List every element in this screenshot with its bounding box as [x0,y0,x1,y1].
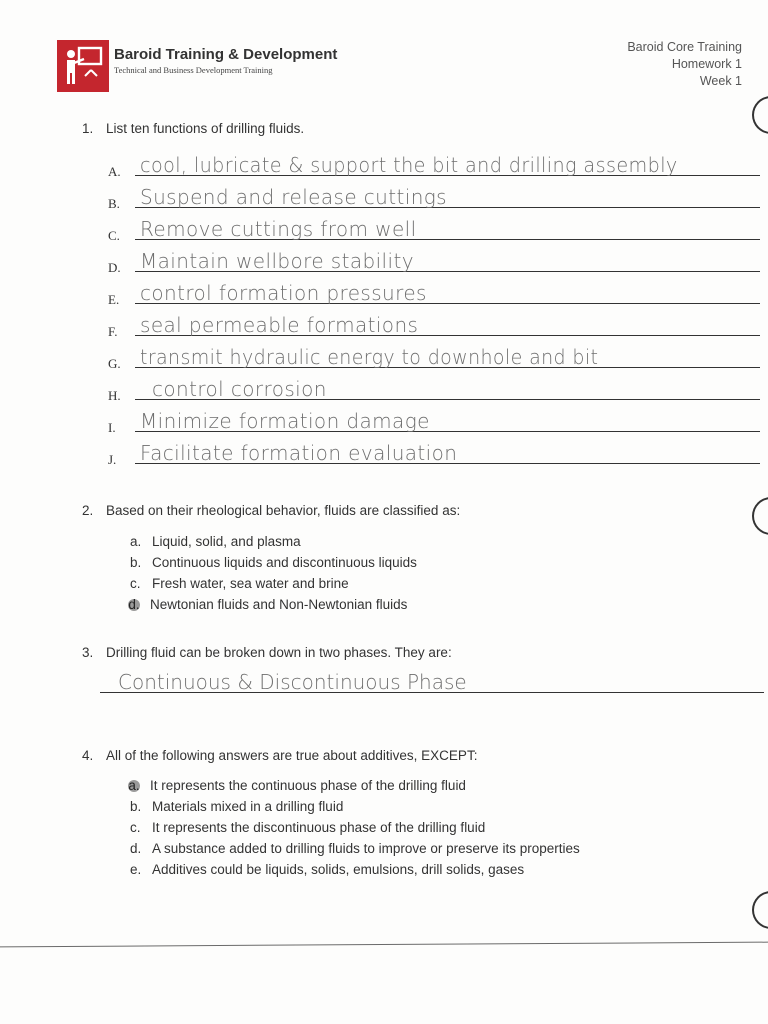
option-text: It represents the continuous phase of the drilling fluid [150,778,466,793]
answer-letter: A. [108,164,121,179]
option-text: Liquid, solid, and plasma [152,534,301,549]
option-letter: d. [130,841,142,856]
option-text: A substance added to drilling fluids to improve or preserve its properties [152,841,580,856]
answer-row [108,342,760,374]
option-letter: c. [130,820,141,835]
company-logo [57,40,109,92]
week-label: Week 1 [699,74,742,88]
option-text: Fresh water, sea water and brine [152,576,349,591]
question-text: List ten functions of drilling fluids. [106,121,305,136]
option-d [130,841,580,856]
answer-row [108,310,760,342]
question-number: 4. [82,748,94,763]
option-a-selected [130,778,466,793]
option-c [130,820,485,835]
answer-row [108,150,760,182]
option-c [130,576,349,591]
answer-line [100,692,764,693]
handwritten-answer: seal permeable formations [140,313,419,337]
option-text: Newtonian fluids and Non-Newtonian fluids [150,597,408,612]
question-number: 3. [82,645,94,660]
org-name: Baroid Training & Development [114,46,338,63]
answer-letter: G. [108,356,121,371]
handwritten-answer: Remove cuttings from well [140,217,417,241]
answer-row [108,278,760,310]
option-letter: b. [130,799,142,814]
answer-row [108,438,760,470]
answer-letter: H. [108,388,121,403]
handwritten-answer: Continuous & Discontinuous Phase [118,670,467,694]
option-text: Materials mixed in a drilling fluid [152,799,344,814]
option-a [130,534,301,549]
question-text: Drilling fluid can be broken down in two phases. They are: [106,645,452,660]
question-1 [82,121,304,136]
answer-row [108,246,760,278]
option-b [130,555,417,570]
option-text: It represents the discontinuous phase of the drilling fluid [152,820,486,835]
question-3 [82,645,452,660]
option-text: Continuous liquids and discontinuous liquids [152,555,417,570]
answer-letter: E. [108,292,120,307]
question-number: 2. [82,503,94,518]
page-divider [0,942,768,948]
question-text: Based on their rheological behavior, fluids are classified as: [106,503,461,518]
option-e [130,862,524,877]
answer-letter: D. [108,260,121,275]
org-subtitle: Technical and Business Development Training [114,65,273,75]
answer-row [108,214,760,246]
option-text: Additives could be liquids, solids, emulsions, drill solids, gases [152,862,525,877]
question-number: 1. [82,121,94,136]
selected-option-marker: a. [128,778,140,793]
option-b [130,799,343,814]
option-letter: a. [130,534,142,549]
course-name: Baroid Core Training [627,40,742,54]
option-letter: c. [130,576,141,591]
homework-label: Homework 1 [671,57,742,71]
handwritten-answer: cool, lubricate & support the bit and drilling assembly [140,153,678,177]
handwritten-answer: control formation pressures [140,281,427,305]
course-info [627,39,742,90]
selected-option-marker: d. [128,597,140,612]
answer-letter: B. [108,196,120,211]
handwritten-answer: Maintain wellbore stability [140,249,414,273]
question-2 [82,503,460,518]
handwritten-answer: control corrosion [152,377,327,401]
question-4 [82,748,477,763]
option-letter: b. [130,555,142,570]
binder-hole [752,891,768,929]
answer-letter: I. [108,420,116,435]
option-d-selected [130,597,407,612]
option-letter: e. [130,862,142,877]
handwritten-answer: transmit hydraulic energy to downhole and bit [140,345,599,369]
handwritten-answer: Suspend and release cuttings [140,185,448,209]
binder-hole [752,497,768,535]
presenter-icon [57,40,109,92]
answer-row [108,406,760,438]
binder-hole [752,96,768,134]
answer-row [108,374,760,406]
answer-letter: C. [108,228,120,243]
question-text: All of the following answers are true about additives, EXCEPT: [106,748,478,763]
handwritten-answer: Minimize formation damage [140,409,430,433]
answer-row [108,182,760,214]
handwritten-answer: Facilitate formation evaluation [140,441,458,465]
answer-letter: J. [108,452,117,467]
answer-letter: F. [108,324,118,339]
